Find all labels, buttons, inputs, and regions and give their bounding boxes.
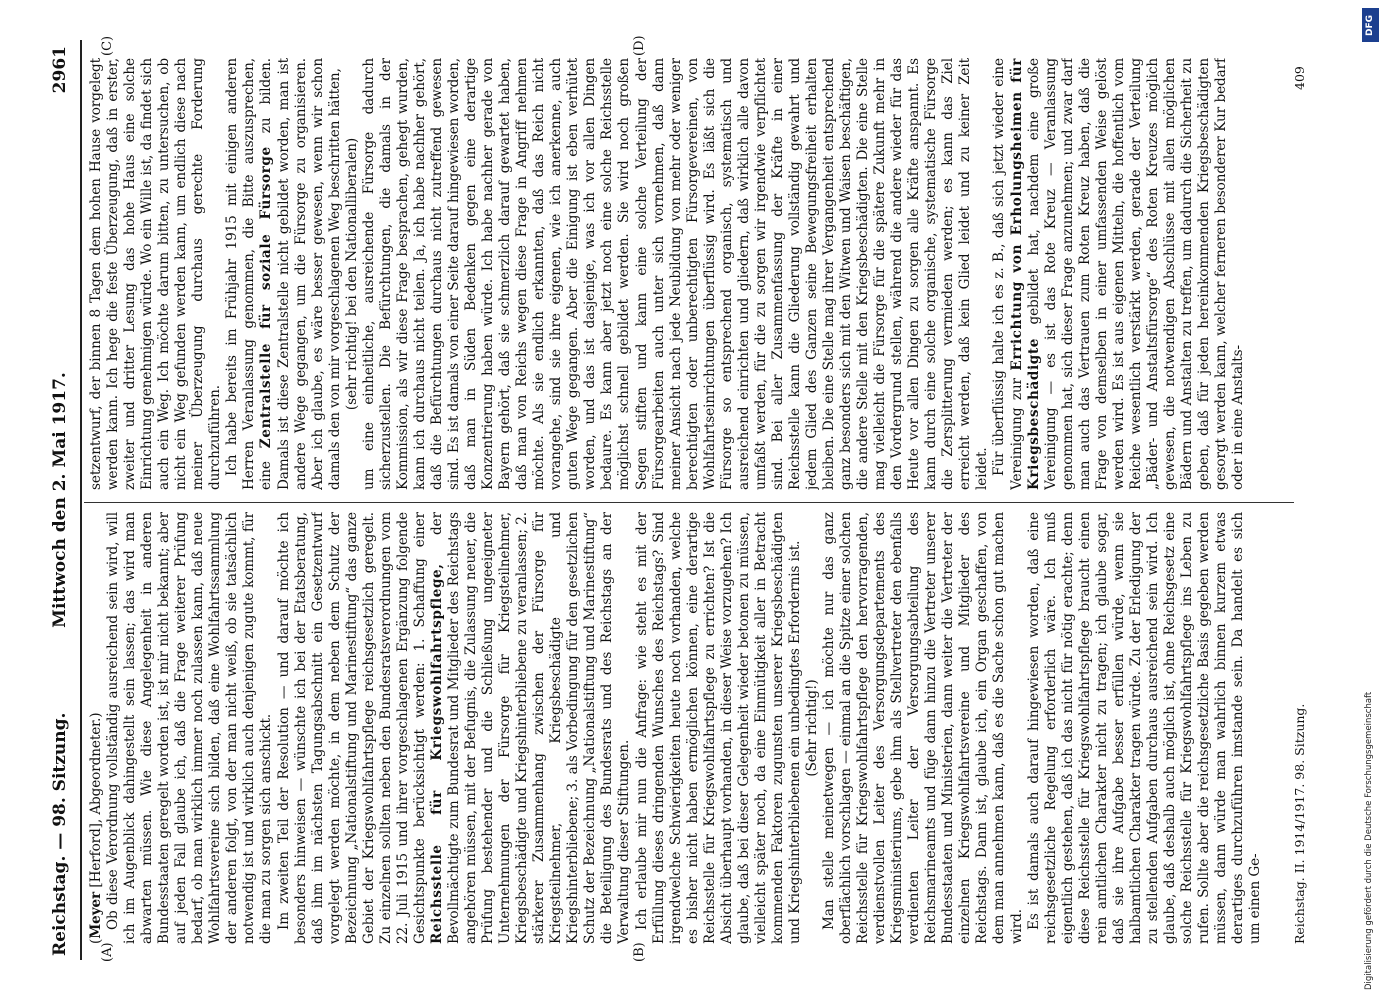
- digitization-credit: Digitalisierung gefördert durch die Deutsche Forschungsgemeinschaft: [1364, 691, 1374, 990]
- speaker-line: (Meyer [Herford], Abgeordneter.): [88, 712, 104, 944]
- paragraph-text: Für überflüssig halte ich es z. B., daß sich jetzt wieder eine Vereinigung zur: [991, 58, 1025, 490]
- text-column-right: [88, 58, 1288, 490]
- emphasis-text: Reichsstelle für Kriegswohlfahrtspflege,: [428, 563, 445, 944]
- paragraph: [991, 58, 1247, 490]
- margin-mark-d: (D): [632, 35, 647, 56]
- footer-left: Reichstag. II. 1914/1917. 98. Sitzung.: [1292, 703, 1307, 944]
- emphasis-text: Zentralstelle für soziale Fürsorge: [258, 146, 275, 449]
- header-date: Mittwoch den 2. Mai 1917.: [50, 372, 70, 628]
- applause-note: (sehr richtig! bei den Nationalliberalen): [343, 137, 360, 411]
- paragraph: [224, 58, 343, 490]
- paragraph-text: Ich habe bereits im Frühjahr 1915 mit einigen anderen Herren Veranlassung genommen, die Bitte auszusprechen, eine: [224, 58, 275, 490]
- column-divider: [84, 502, 1294, 503]
- paragraph-text: Im zweiten Teil der Resolution — und darauf möchte ich besonders hinweisen — wünschte ich bei der Etatsberatung, daß ihm im nächsten Tagungsabschnitt ein Gesetzentwurf vorgelegt werden möchte, in dem neben dem Schutz der Bezeichnung „Nationalstiftung und Marinestiftung“ das ganze Gebiet der Kriegswohlfahrtspflege reichsgesetzlich geregelt. Zu einzelnen sollten neben den Bundesratsverordnungen vom 22. Juli 1915 und ihrer vorgeschlagenen Ergänzung folgende Gesichtspunkte berücksichtigt werden: 1. Schaffung einer: [275, 512, 428, 944]
- speaker-detail: [Herford], Abgeordneter.: [88, 717, 104, 888]
- paragraph: Ich erlaube mir nun die Anfrage: wie steht es mit der Erfüllung dieses dringenden Wunsches des Reichstags? Sind irgendwelche Schwierigkeiten heute noch vorhanden, welche es bisher nicht haben ermöglichen können, eine derartige Reichsstelle für Kriegswohlfahrtspflege zu errichten? Ist die Absicht überhaupt vorhanden, in dieser Weise vorzugehen? Ich glaube, daß bei dieser Gelegenheit wieder betonen zu müssen, vielleicht später noch, da eine Einmütigkeit aller in Betracht kommenden Faktoren zugunsten unserer Kriegsbeschädigten und Kriegshinterbliebenen ein unbedingtes Erfordernis ist.: [633, 512, 803, 944]
- footer-sheet-number: 409: [1292, 66, 1307, 90]
- paragraph-text: der Bevollmächtigte zum Bundesrat und Mitglieder des Reichstags angehören müssen, mit der Befugnis, die Zulassung neuer, die Prüfung bestehender und die Schließung ungeeigneter Unternehmungen der Fürsorge für Kriegsteilnehmer, Kriegsbeschädigte und Kriegshinterbliebene zu veranlassen; 2. stärkerer Zusammenhang zwischen der Fürsorge für Kriegsteilnehmer, Kriegsbeschädigte und Kriegshinterbliebene; 3. als Vorbedingung für den gesetzlichen Schutz der Bezeichnung „Nationalstiftung und Marinestiftung“ die Beteiligung des Bundesrats und des Reichstags an der Verwaltung dieser Stiftungen.: [428, 512, 633, 944]
- header-left: Reichstag. — 98. Sitzung.: [50, 712, 70, 956]
- applause-note: (Sehr richtig!): [803, 679, 820, 777]
- emphasis-text: Errichtung von Erholungsheimen für Kriegsbeschädigte: [1008, 58, 1042, 490]
- paragraph: setzentwurf, der binnen 8 Tagen dem hohen Hause vorgelegt werden kann. Ich hege die feste Überzeugung, daß in erster, zweiter und dritter Lesung das hohe Haus eine solche Einrichtung genehmigen würde. Wo ein Wille ist, da findet sich auch ein Weg. Ich möchte darum bitten, zu untersuchen, ob nicht ein Weg gefunden werden kann, um endlich diese nach meiner Überzeugung durchaus gerechte Forderung durchzuführen.: [88, 58, 224, 490]
- paragraph: Es ist damals auch darauf hingewiesen worden, daß eine reichsgesetzliche Regelung erforderlich wäre. Ich muß eigentlich gestehen, daß ich das nicht für nötig erachte; denn diese Reichsstelle für Kriegswohlfahrtspflege braucht einen rein amtlichen Charakter nicht zu tragen; ich glaube sogar, daß sie ihre Aufgabe besser erfüllen würde, wenn sie halbamtlichen Charakter tragen würde. Zu der Erledigung der zu stellenden Aufgaben durchaus ausreichend sein wird. Ich glaube, daß deshalb auch möglich ist, ohne Reichsgesetz eine solche Reichsstelle für Kriegswohlfahrtspflege ins Leben zu rufen. Sollte aber die reichsgesetzliche Basis gegeben werden müssen, dann würde man wahrlich binnen kurzem etwas derartiges durchzuführen imstande sein. Da handelt es sich um einen Ge-: [1025, 512, 1264, 944]
- paragraph: [276, 512, 634, 944]
- paragraph: um eine einheitliche, ausreichende Fürsorge dadurch sicherzustellen. Die Befürchtungen, die damals in der Kommission, als wir diese Frage besprachen, gehegt wurden, kann ich durchaus nicht teilen. Ja, ich habe nachher gehört, daß die Befürchtungen durchaus nicht zutreffend gewesen sind. Es ist damals von einer Seite darauf hingewiesen worden, daß man in Süden Bedenken gegen eine derartige Konzentrierung haben würde. Ich habe nachher gerade von Bayern gehört, daß sie schmerzlich darauf gewartet haben, daß man von Reichs wegen diese Frage in Angriff nehmen möchte. Als sie endlich erkannten, daß das Reich nicht vorangehe, sind sie ihre eigenen, wie ich anerkenne, auch guten Wege gegangen. Aber die Einigung ist eben verhütet worden, und das ist dasjenige, was ich vor allen Dingen bedaure. Es kann aber jetzt noch eine solche Reichsstelle möglichst schnell gebildet werden. Sie wird noch großen Segen stiften und kann eine solche Verteilung der Fürsorgearbeiten auch unter sich vornehmen, daß dann meiner Ansicht nach jede Neubildung von mehr oder weniger berechtigten oder unberechtigten Fürsorgevereinen, von Wohlfahrtseinrichtungen überflüssig wird. Es läßt sich die Fürsorge so entsprechend organisch, systematisch und ausreichend einrichten und gliedern, daß wirklich alle davon umfaßt werden, für die zu sorgen wir irgendwie verpflichtet sind. Bei aller Zusammenfassung der Kräfte in einer Reichsstelle kann die Gliederung vollständig gewahrt und jedem Glied des Ganzen seine Bewegungsfreiheit erhalten bleiben. Die eine Stelle mag ihrer Vergangenheit entsprechend ganz besonders sich mit den Witwen und Waisen beschäftigen, die andere Stelle mit den Kriegsbeschädigten. Die eine Stelle mag vielleicht die Fürsorge für die spätere Zukunft mehr in den Vordergrund stellen, während die andere wieder für das Heute vor allen Dingen zu sorgen alle Kräfte anspannt. Es kann durch eine solche organische, systematische Fürsorge die Zersplitterung vermieden werden; es kann das Ziel erreicht werden, daß kein Glied leidet und zu keiner Zeit leidet.: [360, 58, 991, 490]
- dfg-logo: DFG: [1362, 8, 1379, 42]
- text-column-left: [88, 512, 1288, 944]
- margin-mark-c: (C): [100, 35, 115, 56]
- margin-mark-a: (A): [100, 942, 115, 962]
- page-number: 2961: [50, 46, 70, 94]
- margin-mark-b: (B): [632, 942, 647, 962]
- paragraph-text: gebildet hat, nachdem eine große Vereinigung — es ist das Rote Kreuz — Veranlassung genommen hat, sich dieser Frage anzunehmen; und zwar darf man auch das Vertrauen zum Roten Kreuz haben, daß die Frage von demselben in einer umfassenden Weise gelöst werden wird. Es ist aus eigenen Mitteln, die hoffentlich vom Reiche wesentlich verstärkt werden, gerade der Verteilung „Bäder- und Anstaltsfürsorge“ des Roten Kreuzes möglich gewesen, die notwendigen Abschlüsse mit allen möglichen Bädern und Anstalten zu treffen, um dadurch die Sicherheit zu geben, daß für jeden hereinkommenden Kriegsbeschädigten gesorgt werden kann, welcher ferneren besonderer Kur bedarf oder in eine Anstalts-: [1025, 58, 1247, 490]
- document-page: [40, 35, 1330, 962]
- speaker-name: Meyer: [88, 891, 104, 939]
- paragraph: Ob diese Verordnung vollständig ausreichend sein wird, will ich im Augenblick dahingestellt sein lassen; das wird man abwarten müssen. Wie diese Angelegenheit in anderen Bundesstaaten geregelt worden ist, ist mir nicht bekannt; aber auf jeden Fall glaube ich, daß die Frage weiterer Prüfung bedarf, ob man wirklich immer noch zulassen kann, daß neue Wohlfahrtsvereine sich bilden, daß eine Wohlfahrtssammlung der anderen folgt, von der man nicht weiß, ob sie tatsächlich notwendig ist und wirklich auch denjenigen zugute kommt, für die man zu sorgen sich anschickt.: [105, 512, 275, 944]
- paragraph: Man stelle meinetwegen — ich möchte nur das ganz oberflächlich vorschlagen — einmal an die Spitze einer solchen Reichsstelle für Kriegswohlfahrtspflege den hervorragenden, verdienstvollen Leiter des Versorgungsdepartements des Kriegsministeriums, gebe ihm als Stellvertreter den ebenfalls verdienten Leiter der Versorgungsabteilung des Reichsmarineamts und füge dann hinzu die Vertreter unserer Bundesstaaten und Ministerien, dann weiter die Vertreter der einzelnen Kriegswohlfahrtsvereine und Mitglieder des Reichstags. Dann ist, glaube ich, ein Organ geschaffen, von dem man annehmen kann, daß es die Sache schon gut machen wird.: [821, 512, 1025, 944]
- paragraph-text: zu bilden. Damals ist diese Zentralstelle nicht gebildet worden, man ist andere Wege gegangen, um die Fürsorge zu organisieren. Aber ich glaube, es wäre besser gewesen, wenn wir schon damals den von mir vorgeschlagenen Weg beschritten hätten,: [258, 58, 343, 490]
- page-header: [40, 40, 82, 960]
